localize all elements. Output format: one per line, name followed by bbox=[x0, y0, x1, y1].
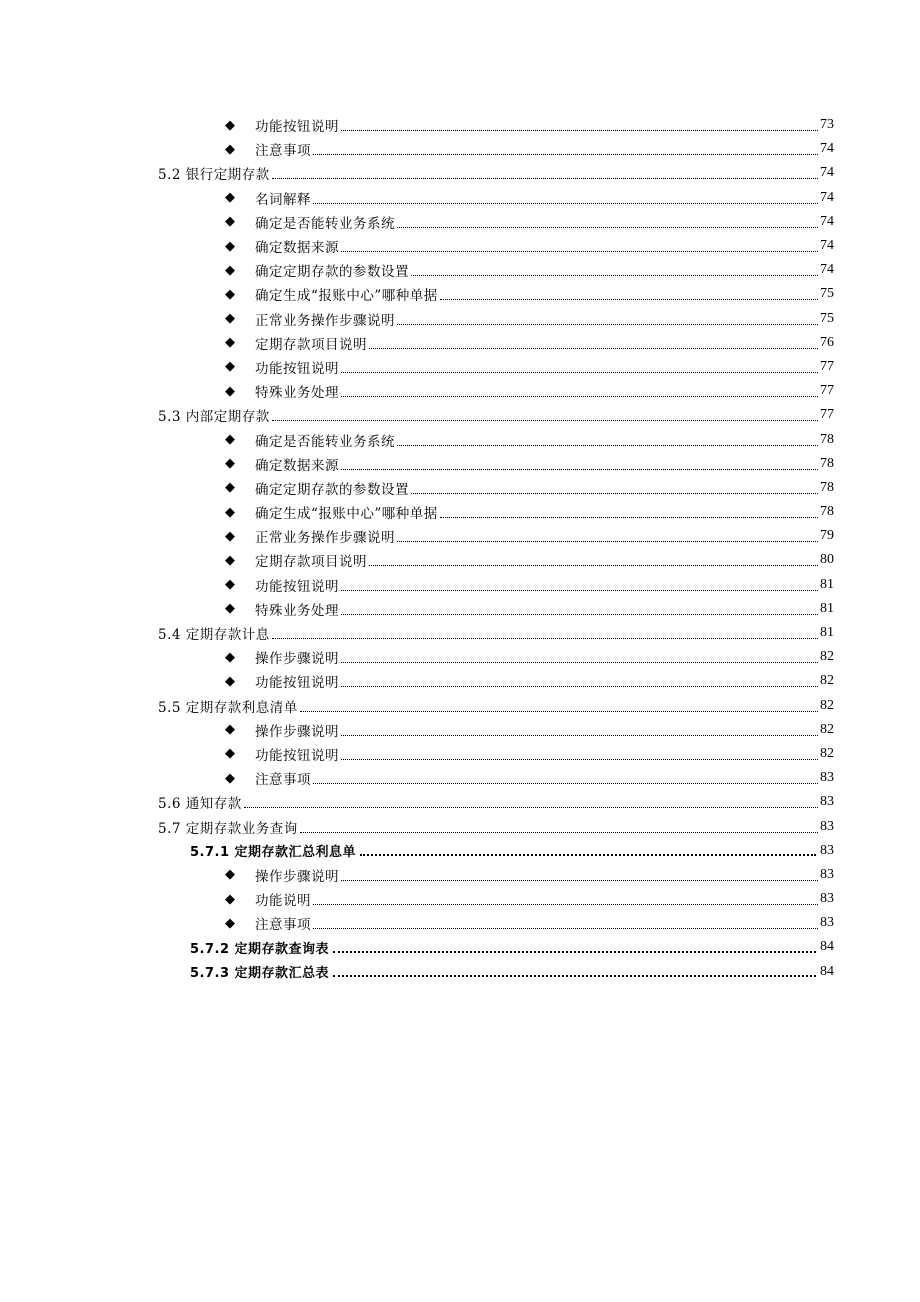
toc-entry[interactable] bbox=[158, 113, 834, 137]
toc-entry-label: 注意事项 bbox=[255, 917, 311, 934]
diamond-bullet-icon: ◆ bbox=[225, 286, 235, 302]
toc-entry[interactable] bbox=[158, 379, 834, 403]
dot-leader bbox=[360, 853, 816, 856]
toc-entry-page-number: 84 bbox=[820, 939, 834, 955]
dot-leader bbox=[313, 927, 818, 929]
dot-leader bbox=[397, 323, 818, 325]
toc-entry-label: 功能按钮说明 bbox=[255, 675, 339, 692]
diamond-bullet-icon: ◆ bbox=[225, 504, 235, 520]
toc-entry-label: 5.7.3 定期存款汇总表 bbox=[190, 966, 330, 982]
dot-leader bbox=[333, 950, 816, 953]
toc-entry-page-number: 78 bbox=[820, 455, 834, 471]
toc-entry[interactable] bbox=[158, 452, 834, 476]
toc-entry-page-number: 79 bbox=[820, 528, 834, 544]
toc-entry-label: 正常业务操作步骤说明 bbox=[255, 530, 395, 547]
toc-entry-page-number: 78 bbox=[820, 431, 834, 447]
toc-entry-label: 操作步骤说明 bbox=[255, 868, 339, 885]
toc-entry-page-number: 82 bbox=[820, 721, 834, 737]
dot-leader bbox=[440, 298, 818, 300]
diamond-bullet-icon: ◆ bbox=[225, 915, 235, 931]
toc-entry-page-number: 77 bbox=[820, 383, 834, 399]
toc-entry-page-number: 83 bbox=[820, 866, 834, 882]
dot-leader bbox=[272, 177, 818, 179]
dot-leader bbox=[411, 274, 818, 276]
diamond-bullet-icon: ◆ bbox=[225, 528, 235, 544]
toc-entry[interactable] bbox=[158, 234, 834, 258]
toc-entry[interactable] bbox=[158, 718, 834, 742]
dot-leader bbox=[341, 589, 818, 591]
toc-entry[interactable] bbox=[158, 863, 834, 887]
toc-entry-label: 确定数据来源 bbox=[255, 240, 339, 257]
toc-entry-label: 确定生成“报账中心”哪种单据 bbox=[255, 288, 438, 305]
toc-entry-page-number: 74 bbox=[820, 238, 834, 254]
toc-entry-page-number: 83 bbox=[820, 842, 834, 858]
toc-entry-label: 5.4 定期存款计息 bbox=[158, 627, 270, 644]
toc-entry-label: 5.7.1 定期存款汇总利息单 bbox=[190, 845, 357, 861]
diamond-bullet-icon: ◆ bbox=[225, 238, 235, 254]
dot-leader bbox=[341, 250, 818, 252]
toc-entry[interactable] bbox=[158, 307, 834, 331]
toc-entry[interactable] bbox=[158, 887, 834, 911]
dot-leader bbox=[341, 734, 818, 736]
toc-entry-label: 5.7.2 定期存款查询表 bbox=[190, 941, 330, 957]
toc-entry-page-number: 74 bbox=[820, 141, 834, 157]
dot-leader bbox=[341, 613, 818, 615]
toc-entry-label: 定期存款项目说明 bbox=[255, 554, 367, 571]
diamond-bullet-icon: ◆ bbox=[225, 214, 235, 230]
toc-entry[interactable] bbox=[158, 137, 834, 161]
toc-entry-label: 确定定期存款的参数设置 bbox=[255, 481, 409, 498]
toc-entry[interactable] bbox=[158, 911, 834, 935]
toc-entry-label: 操作步骤说明 bbox=[255, 723, 339, 740]
toc-entry-label: 注意事项 bbox=[255, 143, 311, 160]
dot-leader bbox=[369, 347, 818, 349]
diamond-bullet-icon: ◆ bbox=[225, 262, 235, 278]
diamond-bullet-icon: ◆ bbox=[225, 141, 235, 157]
toc-entry-label: 功能按钮说明 bbox=[255, 578, 339, 595]
toc-entry-page-number: 75 bbox=[820, 310, 834, 326]
toc-entry-label: 特殊业务处理 bbox=[255, 602, 339, 619]
diamond-bullet-icon: ◆ bbox=[225, 311, 235, 327]
dot-leader bbox=[341, 395, 818, 397]
toc-entry-page-number: 74 bbox=[820, 189, 834, 205]
toc-entry[interactable] bbox=[158, 597, 834, 621]
dot-leader bbox=[341, 468, 818, 470]
toc-entry[interactable] bbox=[158, 500, 834, 524]
toc-entry[interactable] bbox=[158, 669, 834, 693]
diamond-bullet-icon: ◆ bbox=[225, 891, 235, 907]
toc-entry[interactable] bbox=[158, 476, 834, 500]
dot-leader bbox=[397, 444, 818, 446]
toc-entry-page-number: 78 bbox=[820, 479, 834, 495]
toc-entry-label: 功能按钮说明 bbox=[255, 360, 339, 377]
dot-leader bbox=[397, 226, 818, 228]
toc-entry-label: 5.5 定期存款利息清单 bbox=[158, 699, 298, 716]
toc-entry-label: 正常业务操作步骤说明 bbox=[255, 312, 395, 329]
toc-entry-page-number: 83 bbox=[820, 891, 834, 907]
toc-entry-label: 5.7 定期存款业务查询 bbox=[158, 820, 298, 837]
toc-entry-label: 定期存款项目说明 bbox=[255, 336, 367, 353]
toc-entry-page-number: 83 bbox=[820, 915, 834, 931]
dot-leader bbox=[411, 492, 818, 494]
diamond-bullet-icon: ◆ bbox=[225, 746, 235, 762]
toc-entry[interactable] bbox=[158, 960, 834, 984]
toc-entry[interactable] bbox=[158, 258, 834, 282]
toc-entry[interactable] bbox=[158, 524, 834, 548]
toc-entry[interactable] bbox=[158, 742, 834, 766]
dot-leader bbox=[300, 710, 818, 712]
dot-leader bbox=[341, 371, 818, 373]
toc-entry-page-number: 77 bbox=[820, 358, 834, 374]
toc-entry[interactable] bbox=[158, 548, 834, 572]
toc-entry[interactable] bbox=[158, 210, 834, 234]
toc-entry-page-number: 82 bbox=[820, 649, 834, 665]
toc-entry-label: 确定数据来源 bbox=[255, 457, 339, 474]
diamond-bullet-icon: ◆ bbox=[225, 190, 235, 206]
diamond-bullet-icon: ◆ bbox=[225, 649, 235, 665]
diamond-bullet-icon: ◆ bbox=[225, 552, 235, 568]
toc-entry-page-number: 83 bbox=[820, 818, 834, 834]
toc-entry-page-number: 80 bbox=[820, 552, 834, 568]
diamond-bullet-icon: ◆ bbox=[225, 117, 235, 133]
toc-entry-label: 特殊业务处理 bbox=[255, 385, 339, 402]
toc-entry-page-number: 82 bbox=[820, 697, 834, 713]
toc-entry-page-number: 83 bbox=[820, 794, 834, 810]
toc-entry-label: 注意事项 bbox=[255, 772, 311, 789]
toc-entry[interactable] bbox=[158, 790, 834, 814]
toc-entry[interactable] bbox=[158, 694, 834, 718]
dot-leader bbox=[341, 879, 818, 881]
dot-leader bbox=[341, 685, 818, 687]
toc-entry[interactable] bbox=[158, 427, 834, 451]
toc-entry[interactable] bbox=[158, 645, 834, 669]
toc-entry-page-number: 83 bbox=[820, 770, 834, 786]
toc-entry-page-number: 76 bbox=[820, 334, 834, 350]
toc-entry[interactable] bbox=[158, 621, 834, 645]
dot-leader bbox=[333, 974, 816, 977]
toc-entry-page-number: 84 bbox=[820, 963, 834, 979]
dot-leader bbox=[341, 758, 818, 760]
toc-entry[interactable] bbox=[158, 935, 834, 959]
dot-leader bbox=[440, 516, 818, 518]
toc-entry-label: 5.2 银行定期存款 bbox=[158, 167, 270, 184]
toc-entry-page-number: 74 bbox=[820, 165, 834, 181]
toc-entry-page-number: 73 bbox=[820, 117, 834, 133]
diamond-bullet-icon: ◆ bbox=[225, 673, 235, 689]
diamond-bullet-icon: ◆ bbox=[225, 770, 235, 786]
toc-entry[interactable] bbox=[158, 766, 834, 790]
toc-entry[interactable] bbox=[158, 814, 834, 838]
toc-entry-page-number: 74 bbox=[820, 262, 834, 278]
dot-leader bbox=[272, 419, 818, 421]
toc-entry-label: 功能按钮说明 bbox=[255, 747, 339, 764]
dot-leader bbox=[341, 661, 818, 663]
toc-entry-page-number: 81 bbox=[820, 625, 834, 641]
dot-leader bbox=[272, 637, 818, 639]
toc-entry-label: 确定是否能转业务系统 bbox=[255, 433, 395, 450]
dot-leader bbox=[313, 782, 818, 784]
dot-leader bbox=[397, 540, 818, 542]
diamond-bullet-icon: ◆ bbox=[225, 359, 235, 375]
dot-leader bbox=[313, 153, 818, 155]
diamond-bullet-icon: ◆ bbox=[225, 577, 235, 593]
toc-entry-page-number: 75 bbox=[820, 286, 834, 302]
diamond-bullet-icon: ◆ bbox=[225, 432, 235, 448]
toc-entry-label: 操作步骤说明 bbox=[255, 651, 339, 668]
toc-entry-label: 确定是否能转业务系统 bbox=[255, 215, 395, 232]
toc-entry-label: 5.3 内部定期存款 bbox=[158, 409, 270, 426]
diamond-bullet-icon: ◆ bbox=[225, 722, 235, 738]
toc-entry[interactable] bbox=[158, 573, 834, 597]
toc-entry[interactable] bbox=[158, 403, 834, 427]
toc-entry-page-number: 81 bbox=[820, 576, 834, 592]
diamond-bullet-icon: ◆ bbox=[225, 456, 235, 472]
toc-entry-label: 名词解释 bbox=[255, 191, 311, 208]
diamond-bullet-icon: ◆ bbox=[225, 867, 235, 883]
toc-entry-page-number: 74 bbox=[820, 213, 834, 229]
toc-entry-page-number: 82 bbox=[820, 745, 834, 761]
toc-entry[interactable] bbox=[158, 161, 834, 185]
toc-entry-label: 确定定期存款的参数设置 bbox=[255, 264, 409, 281]
toc-entry[interactable] bbox=[158, 331, 834, 355]
diamond-bullet-icon: ◆ bbox=[225, 335, 235, 351]
toc-entry-label: 功能说明 bbox=[255, 893, 311, 910]
toc-entry[interactable] bbox=[158, 186, 834, 210]
dot-leader bbox=[244, 806, 818, 808]
toc-entry[interactable] bbox=[158, 355, 834, 379]
dot-leader bbox=[313, 903, 818, 905]
dot-leader bbox=[369, 564, 818, 566]
diamond-bullet-icon: ◆ bbox=[225, 480, 235, 496]
diamond-bullet-icon: ◆ bbox=[225, 383, 235, 399]
toc-entry-page-number: 81 bbox=[820, 600, 834, 616]
toc-entry-page-number: 78 bbox=[820, 504, 834, 520]
toc-entry[interactable] bbox=[158, 282, 834, 306]
table-of-contents bbox=[158, 113, 834, 984]
dot-leader bbox=[341, 129, 818, 131]
dot-leader bbox=[313, 202, 818, 204]
diamond-bullet-icon: ◆ bbox=[225, 601, 235, 617]
toc-entry-label: 5.6 通知存款 bbox=[158, 796, 242, 813]
dot-leader bbox=[300, 831, 818, 833]
toc-entry[interactable] bbox=[158, 839, 834, 863]
toc-entry-label: 确定生成“报账中心”哪种单据 bbox=[255, 506, 438, 523]
toc-entry-label: 功能按钮说明 bbox=[255, 119, 339, 136]
toc-entry-page-number: 82 bbox=[820, 673, 834, 689]
toc-entry-page-number: 77 bbox=[820, 407, 834, 423]
